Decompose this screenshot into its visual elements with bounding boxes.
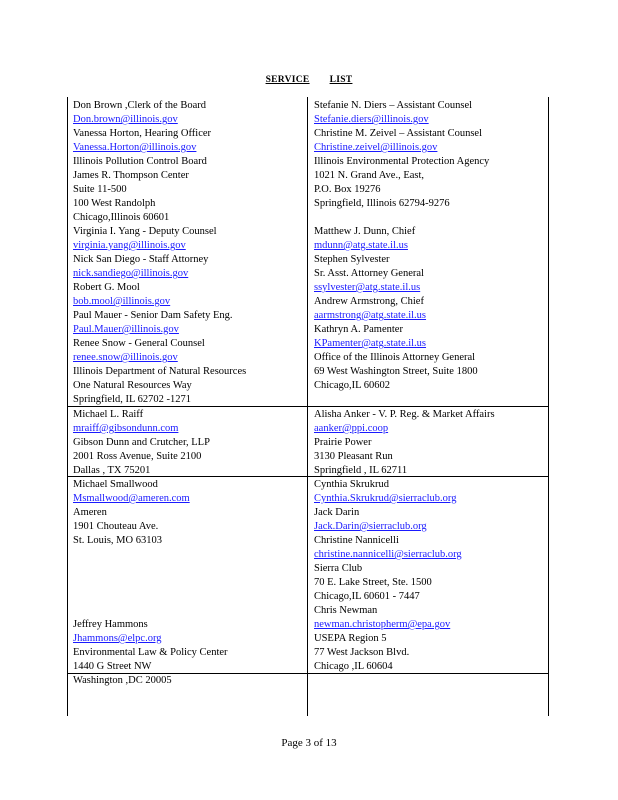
- email-link[interactable]: Christine.zeivel@illinois.gov: [314, 142, 438, 153]
- contact-line: Springfield, IL 62702 -1271: [73, 394, 192, 405]
- email-link[interactable]: aanker@ppi.coop: [314, 423, 389, 434]
- blank-line: [73, 548, 228, 562]
- email-link[interactable]: Don.brown@illinois.gov: [73, 114, 178, 125]
- blank-line: [73, 604, 228, 618]
- contact-line: Don Brown ,Clerk of the Board: [73, 100, 206, 111]
- contact-line: Andrew Armstrong, Chief: [314, 296, 424, 307]
- email-link[interactable]: newman.christopherm@epa.gov: [314, 619, 451, 630]
- contact-line: Paul Mauer - Senior Dam Safety Eng.: [73, 310, 233, 321]
- contact-line: Gibson Dunn and Crutcher, LLP: [73, 437, 210, 448]
- blank-line: [73, 562, 228, 576]
- contact-line: Stephen Sylvester: [314, 254, 390, 265]
- email-link[interactable]: Paul.Mauer@illinois.gov: [73, 324, 179, 335]
- contact-line: 1901 Chouteau Ave.: [73, 521, 159, 532]
- contact-line: Kathryn A. Pamenter: [314, 324, 403, 335]
- contact-line: Environmental Law & Policy Center: [73, 647, 228, 658]
- blank-line: [73, 576, 228, 590]
- cell-r2-left: [73, 408, 210, 478]
- contact-line: Dallas , TX 75201: [73, 465, 151, 476]
- contact-line: Christine Nannicelli: [314, 535, 399, 546]
- contact-line: Michael L. Raiff: [73, 409, 144, 420]
- contact-line: Vanessa Horton, Hearing Officer: [73, 128, 212, 139]
- email-link[interactable]: virginia.yang@illinois.gov: [73, 240, 186, 251]
- email-link[interactable]: Stefanie.diers@illinois.gov: [314, 114, 429, 125]
- email-link[interactable]: renee.snow@illinois.gov: [73, 352, 178, 363]
- contact-line: Robert G. Mool: [73, 282, 140, 293]
- contact-line: Cynthia Skrukrud: [314, 479, 389, 490]
- contact-line: 77 West Jackson Blvd.: [314, 647, 410, 658]
- contact-line: Christine M. Zeivel – Assistant Counsel: [314, 128, 482, 139]
- contact-line: Michael Smallwood: [73, 479, 158, 490]
- contact-line: One Natural Resources Way: [73, 380, 192, 391]
- email-link[interactable]: mdunn@atg.state.il.us: [314, 240, 408, 251]
- contact-line: Alisha Anker - V. P. Reg. & Market Affairs: [314, 409, 495, 420]
- email-link[interactable]: Msmallwood@ameren.com: [73, 493, 190, 504]
- cell-r1-right: [314, 99, 489, 393]
- blank-line: [314, 211, 489, 225]
- contact-line: Springfield, Illinois 62794-9276: [314, 198, 450, 209]
- page-footer: Page 3 of 13: [281, 737, 337, 749]
- contact-line: Virginia I. Yang - Deputy Counsel: [73, 226, 217, 237]
- contact-line: Illinois Pollution Control Board: [73, 156, 207, 167]
- title-part-1: SERVICE: [265, 75, 310, 85]
- contact-line: 3130 Pleasant Run: [314, 451, 393, 462]
- title-part-2: LIST: [329, 75, 353, 85]
- email-link[interactable]: Cynthia.Skrukrud@sierraclub.org: [314, 493, 457, 504]
- contact-line: Ameren: [73, 507, 107, 518]
- email-link[interactable]: bob.mool@illinois.gov: [73, 296, 171, 307]
- contact-line: Office of the Illinois Attorney General: [314, 352, 476, 363]
- contact-line: 2001 Ross Avenue, Suite 2100: [73, 451, 202, 462]
- contact-line: Springfield , IL 62711: [314, 465, 408, 476]
- cell-r3-right: [314, 478, 462, 674]
- email-link[interactable]: ssylvester@atg.state.il.us: [314, 282, 421, 293]
- contact-line: Chris Newman: [314, 605, 378, 616]
- contact-line: Matthew J. Dunn, Chief: [314, 226, 416, 237]
- contact-line: 1021 N. Grand Ave., East,: [314, 170, 425, 181]
- contact-line: 70 E. Lake Street, Ste. 1500: [314, 577, 432, 588]
- cell-r3-left: [73, 478, 228, 688]
- contact-line: 69 West Washington Street, Suite 1800: [314, 366, 478, 377]
- email-link[interactable]: mraiff@gibsondunn.com: [73, 423, 179, 434]
- contact-line: USEPA Region 5: [314, 633, 387, 644]
- email-link[interactable]: Jhammons@elpc.org: [73, 633, 162, 644]
- service-list-title: [0, 75, 618, 85]
- contact-line: Stefanie N. Diers – Assistant Counsel: [314, 100, 473, 111]
- contact-line: Sierra Club: [314, 563, 363, 574]
- contact-line: Illinois Environmental Protection Agency: [314, 156, 490, 167]
- contact-line: 1440 G Street NW: [73, 661, 152, 672]
- cell-r1-left: [73, 99, 246, 407]
- email-link[interactable]: nick.sandiego@illinois.gov: [73, 268, 189, 279]
- email-link[interactable]: Jack.Darin@sierraclub.org: [314, 521, 427, 532]
- contact-line: Jack Darin: [314, 507, 360, 518]
- email-link[interactable]: Vanessa.Horton@illinois.gov: [73, 142, 197, 153]
- email-link[interactable]: aarmstrong@atg.state.il.us: [314, 310, 427, 321]
- service-list-table: [67, 97, 549, 716]
- email-link[interactable]: KPamenter@atg.state.il.us: [314, 338, 427, 349]
- cell-r2-right: [314, 408, 495, 478]
- contact-line: 100 West Randolph: [73, 198, 156, 209]
- contact-line: Renee Snow - General Counsel: [73, 338, 205, 349]
- contact-line: James R. Thompson Center: [73, 170, 189, 181]
- contact-line: St. Louis, MO 63103: [73, 535, 162, 546]
- contact-line: Suite 11-500: [73, 184, 127, 195]
- contact-line: Prairie Power: [314, 437, 372, 448]
- contact-line: Jeffrey Hammons: [73, 619, 148, 630]
- contact-line: Chicago,IL 60602: [314, 380, 391, 391]
- contact-line: P.O. Box 19276: [314, 184, 381, 195]
- contact-line: Washington ,DC 20005: [73, 675, 172, 686]
- email-link[interactable]: christine.nannicelli@sierraclub.org: [314, 549, 462, 560]
- contact-line: Nick San Diego - Staff Attorney: [73, 254, 209, 265]
- contact-line: Chicago ,IL 60604: [314, 661, 393, 672]
- contact-line: Sr. Asst. Attorney General: [314, 268, 424, 279]
- contact-line: Chicago,Illinois 60601: [73, 212, 170, 223]
- contact-line: Illinois Department of Natural Resources: [73, 366, 247, 377]
- blank-line: [73, 590, 228, 604]
- contact-line: Chicago,IL 60601 - 7447: [314, 591, 420, 602]
